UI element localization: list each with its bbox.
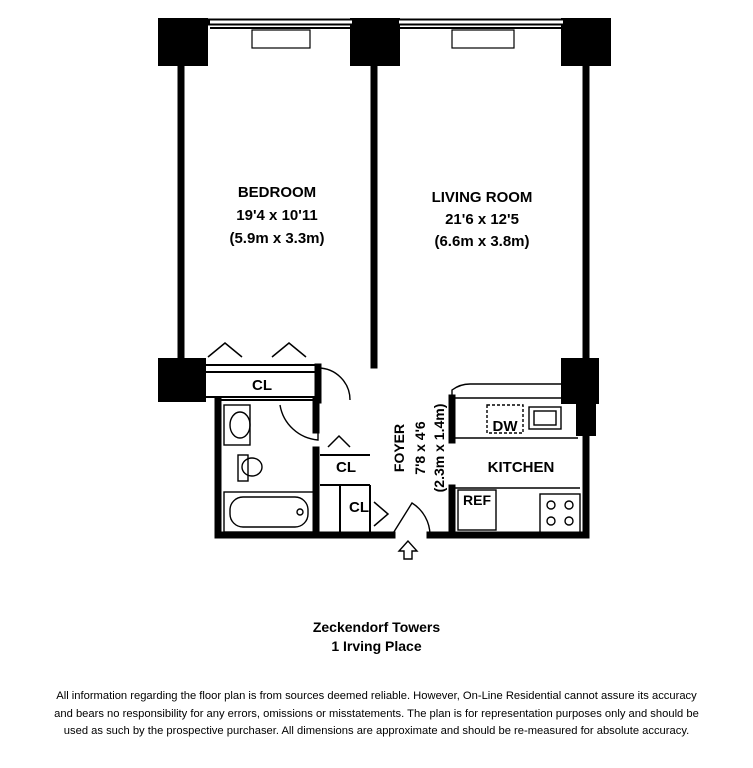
bath-fixtures [224,405,314,532]
building-address: 1 Irving Place [331,638,422,654]
refrigerator-label: REF [463,492,491,508]
building-name: Zeckendorf Towers [312,619,441,635]
foyer-name: FOYER [391,423,407,473]
closet-entry-label: CL [349,499,369,516]
entrance-arrow-icon [399,541,417,559]
bedroom-metric: (5.9m x 3.3m) [229,230,325,247]
building-info [0,618,753,656]
foyer-dims: 7'8 x 4'6 [412,421,428,475]
disclaimer-line-2: and bears no responsibility for any errors, omissions or misstatements. The plan is for representation purposes only and should be [54,707,699,720]
disclaimer [4,688,749,741]
structural-columns [158,18,611,436]
closet-hall-label: CL [336,459,356,476]
living-room-name: LIVING ROOM [431,189,533,206]
wall-detail [206,28,563,532]
kitchen-name: KITCHEN [487,459,555,476]
bedroom-dims: 19'4 x 10'11 [236,207,318,224]
bedroom-name: BEDROOM [237,184,317,201]
closet-bedroom-label: CL [252,377,272,394]
disclaimer-line-3: used as such by the prospective purchaser. All dimensions are approximate and should be re-measured for absolute accuracy. [63,725,690,737]
foyer-metric: (2.3m x 1.4m) [431,403,447,493]
disclaimer-line-1: All information regarding the floor plan is from sources deemed reliable. However, On-Line Residential cannot assure its accuracy [56,690,697,702]
living-room-dims: 21'6 x 12'5 [445,211,519,228]
dishwasher-label: DW [492,418,518,435]
living-room-metric: (6.6m x 3.8m) [434,233,530,250]
